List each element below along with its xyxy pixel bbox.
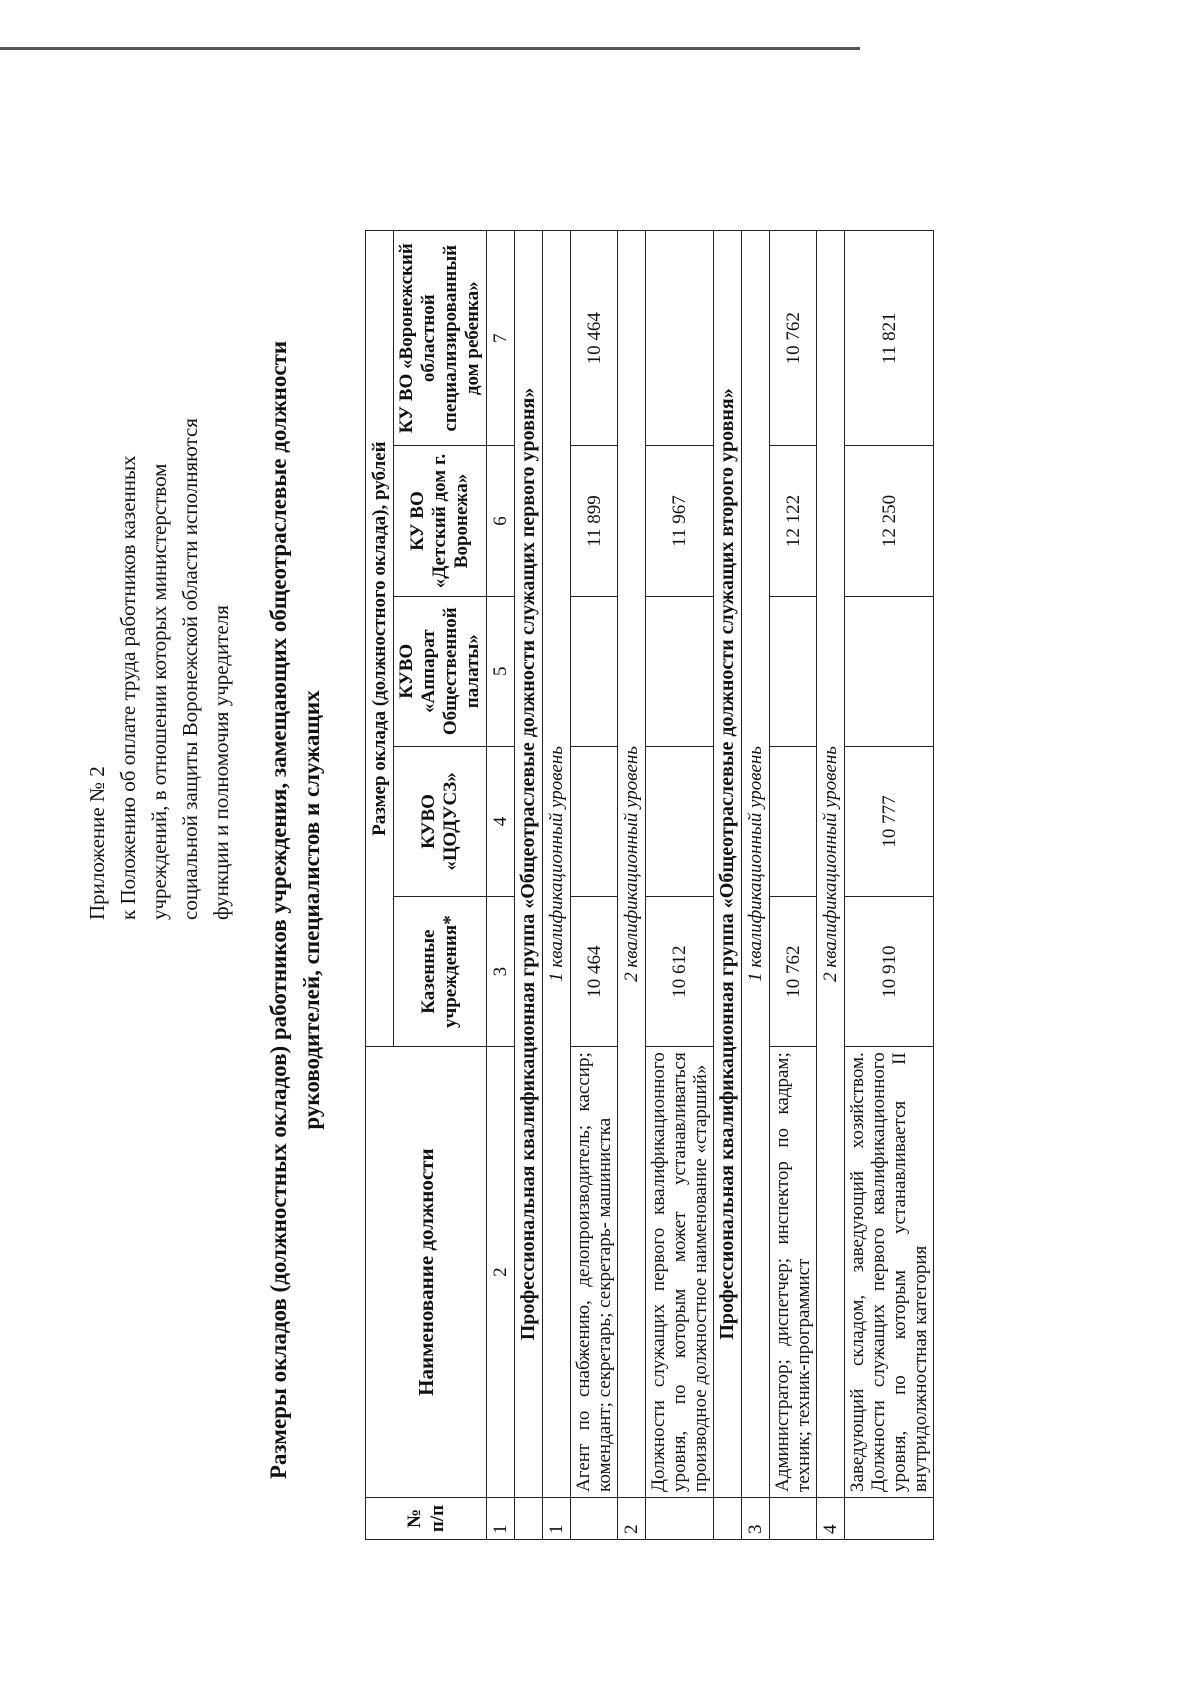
header-salary-size: Размер оклада (должностного оклада), рублей: [366, 231, 394, 1047]
salary-value: [646, 746, 714, 896]
qualification-level-row: [817, 231, 845, 1540]
header-col-infant-home: КУ ВО «Воронежский областной специализированный дом ребенка»: [394, 231, 487, 446]
row-number: 3: [742, 1497, 770, 1539]
salary-value: 10 910: [845, 897, 934, 1047]
qualification-level: 2 квалификационный уровень: [817, 231, 845, 1498]
empty-cell: [515, 1497, 543, 1539]
annex-header: [82, 160, 237, 920]
row-number: 1: [543, 1497, 571, 1539]
header-col-state-institutions: Казенные учреждения*: [394, 897, 487, 1047]
annex-line: учреждений, в отношении которых министерством: [147, 463, 171, 920]
header-number: № п/п: [366, 1497, 487, 1539]
position-name: Агент по снабжению, делопроизводитель; кассир; комендант; секретарь; секретарь- машинистка: [571, 1047, 618, 1498]
group-heading: Профессиональная квалификационная группа «Общеотраслевые должности служащих второго уровня»: [714, 231, 742, 1498]
qualification-level: 1 квалификационный уровень: [742, 231, 770, 1498]
title-line: Размеры окладов (должностных окладов) работников учреждения, замещающих общеотраслевые должности: [266, 340, 291, 1480]
column-number: 3: [487, 897, 515, 1047]
empty-cell: [571, 1497, 618, 1539]
salary-value: 11 967: [646, 446, 714, 596]
salary-value: [770, 746, 817, 896]
salary-value: 10 777: [845, 746, 934, 896]
salary-value: [571, 596, 618, 746]
column-number: 2: [487, 1047, 515, 1498]
table-row: [845, 231, 934, 1540]
header-col-orphanage: КУ ВО «Детский дом г. Воронежа»: [394, 446, 487, 596]
column-number-row: [487, 231, 515, 1540]
position-name: Заведующий складом, заведующий хозяйством. Должности служащих первого квалификационного уровня, по которым устанавливается II внутридолжностная категория: [845, 1047, 934, 1498]
column-number: 5: [487, 596, 515, 746]
salary-value: 12 250: [845, 446, 934, 596]
salary-value: 12 122: [770, 446, 817, 596]
column-number: 6: [487, 446, 515, 596]
annex-line: функции и полномочия учредителя: [209, 605, 233, 920]
header-col-coduszn: КУВО «ЦОДУСЗ»: [394, 746, 487, 896]
group-heading: Профессиональная квалификационная группа «Общеотраслевые должности служащих первого уровня»: [515, 231, 543, 1498]
position-name: Должности служащих первого квалификационного уровня, по которым может устанавливаться производное должностное наименование «старший»: [646, 1047, 714, 1498]
salary-value: 10 464: [571, 231, 618, 446]
annex-line: к Положению об оплате труда работников казенных: [116, 455, 140, 920]
empty-cell: [646, 1497, 714, 1539]
salary-value: [845, 596, 934, 746]
scan-edge-line: [0, 47, 860, 50]
salary-value: 10 464: [571, 897, 618, 1047]
annex-line: Приложение № 2: [85, 766, 109, 920]
row-number: 2: [618, 1497, 646, 1539]
position-name: Администратор; диспетчер; инспектор по кадрам; техник; техник-программист: [770, 1047, 817, 1498]
qualification-level: 2 квалификационный уровень: [618, 231, 646, 1498]
table-row: [770, 231, 817, 1540]
group-heading-row: [515, 231, 543, 1540]
column-number: 1: [487, 1497, 515, 1539]
salary-table: [365, 230, 934, 1540]
salary-value: [571, 746, 618, 896]
qualification-level-row: [618, 231, 646, 1540]
salary-value: 10 762: [770, 231, 817, 446]
qualification-level-row: [543, 231, 571, 1540]
empty-cell: [845, 1497, 934, 1539]
annex-line: социальной защиты Воронежской области исполняются: [178, 418, 202, 920]
column-number: 7: [487, 231, 515, 446]
empty-cell: [714, 1497, 742, 1539]
table-row: [646, 231, 714, 1540]
table-row: [571, 231, 618, 1540]
salary-value: [770, 596, 817, 746]
salary-value: 10 612: [646, 897, 714, 1047]
document-title: [262, 310, 328, 1510]
column-number: 4: [487, 746, 515, 896]
salary-value: [646, 231, 714, 446]
qualification-level: 1 квалификационный уровень: [543, 231, 571, 1498]
qualification-level-row: [742, 231, 770, 1540]
salary-value: 10 762: [770, 897, 817, 1047]
header-col-public-chamber: КУВО «Аппарат Общественной палаты»: [394, 596, 487, 746]
salary-value: [646, 596, 714, 746]
row-number: 4: [817, 1497, 845, 1539]
group-heading-row: [714, 231, 742, 1540]
empty-cell: [770, 1497, 817, 1539]
salary-value: 11 821: [845, 231, 934, 446]
salary-value: 11 899: [571, 446, 618, 596]
title-line: руководителей, специалистов и служащих: [299, 690, 324, 1130]
header-position-name: Наименование должности: [366, 1047, 487, 1498]
